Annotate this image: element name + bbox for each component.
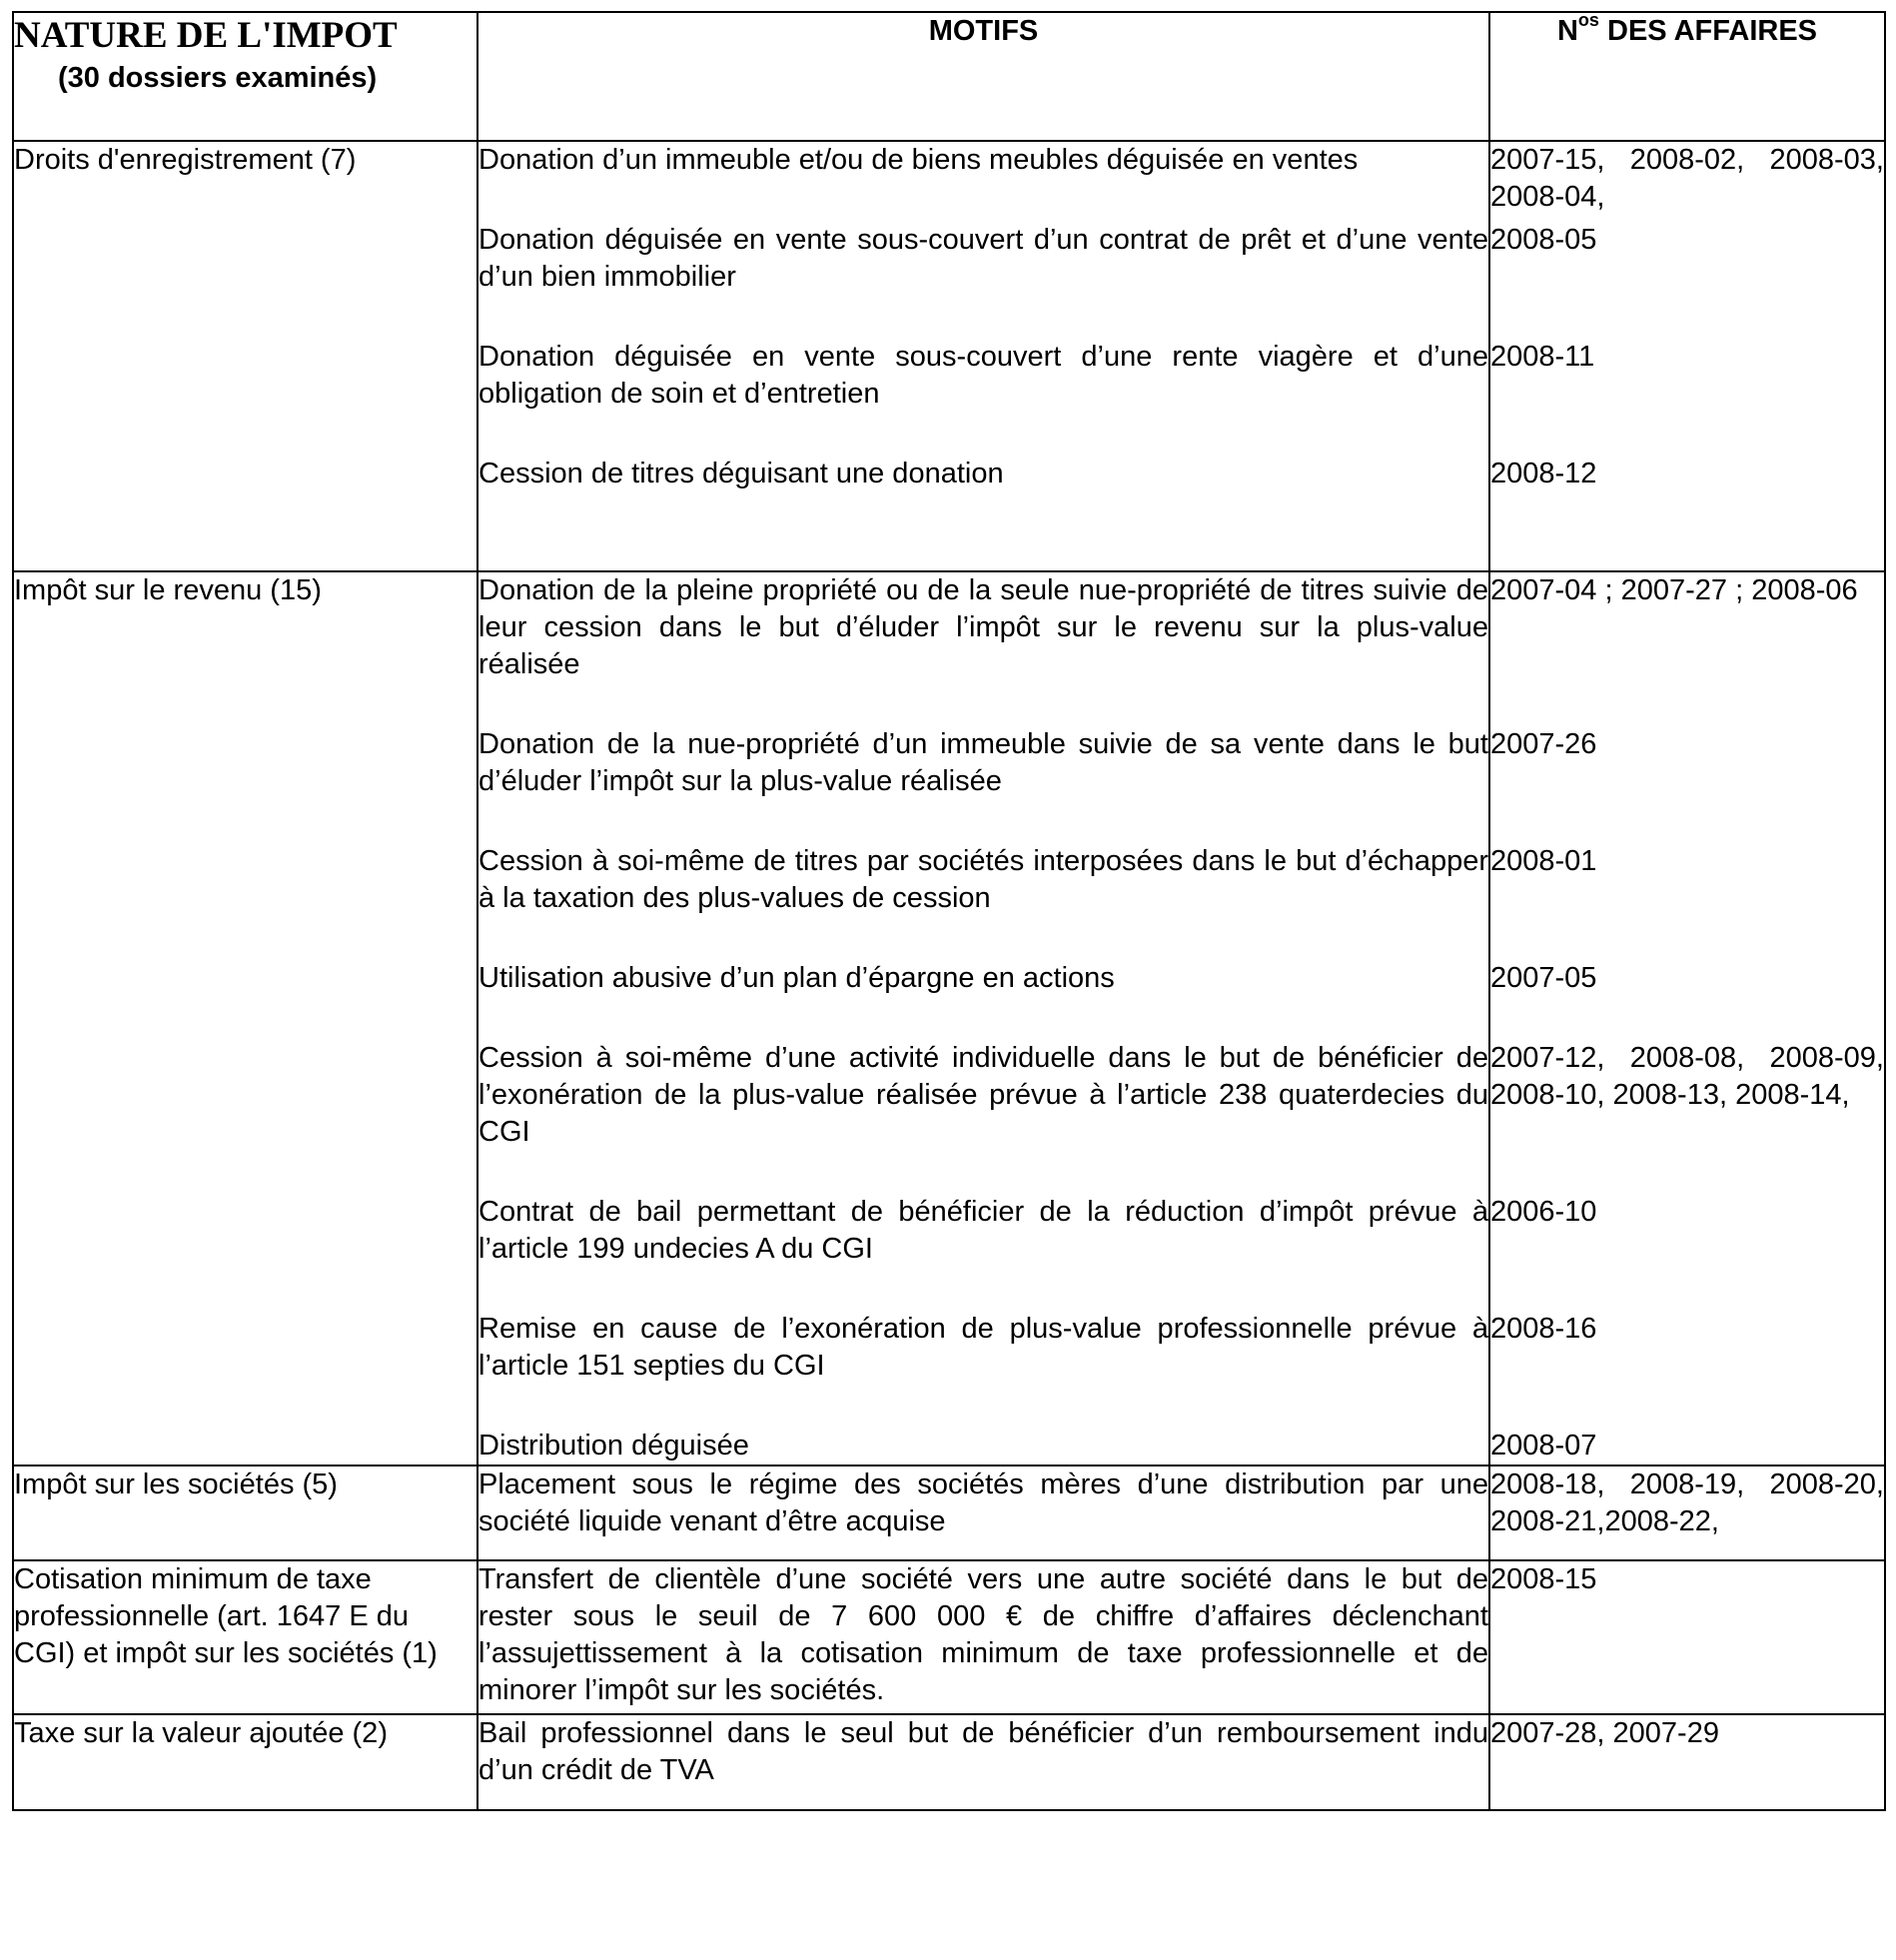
case-numbers: 2007-04 ; 2007-27 ; 2008-06 xyxy=(1490,574,1858,606)
header-nos-suffix: DES AFFAIRES xyxy=(1598,15,1818,47)
case-numbers: 2008-15 xyxy=(1490,1563,1597,1595)
category-label: Impôt sur les sociétés (5) xyxy=(14,1469,338,1500)
motif-text: Bail professionnel dans le seul but de bénéficier d’un remboursement indu d’un crédit de TVA xyxy=(478,1717,1488,1786)
motif-text: Donation d’un immeuble et/ou de biens meubles déguisée en ventes xyxy=(478,144,1359,176)
category-label: Cotisation minimum de taxe professionnelle (art. 1647 E du CGI) et impôt sur les sociétés (1) xyxy=(14,1563,438,1669)
case-numbers: 2007-28, 2007-29 xyxy=(1490,1717,1719,1749)
table-row xyxy=(13,141,1885,571)
numbers-cell xyxy=(1489,1560,1885,1714)
motifs-cell xyxy=(477,1714,1489,1810)
case-numbers: 2008-16 xyxy=(1490,1313,1597,1345)
category-cell xyxy=(13,1466,477,1560)
case-numbers: 2008-01 xyxy=(1490,845,1597,877)
motifs-cell xyxy=(477,141,1489,571)
case-numbers: 2008-18, 2008-19, 2008-20, 2008-21,2008-22, xyxy=(1490,1469,1884,1537)
motif-text: Donation de la nue-propriété d’un immeuble suivie de sa vente dans le but d’éluder l’impôt sur la plus-value réalisée xyxy=(478,728,1488,797)
case-numbers: 2007-26 xyxy=(1490,728,1597,760)
category-label: Taxe sur la valeur ajoutée (2) xyxy=(14,1717,388,1749)
header-nos-prefix: N xyxy=(1556,15,1578,47)
motif-text: Contrat de bail permettant de bénéficier de la réduction d’impôt prévue à l’article 199 undecies A du CGI xyxy=(478,1196,1488,1265)
header-motifs: MOTIFS xyxy=(477,12,1489,141)
case-numbers: 2008-11 xyxy=(1490,341,1595,373)
table-row xyxy=(13,1560,1885,1714)
table-row xyxy=(13,571,1885,1466)
motif-text: Distribution déguisée xyxy=(478,1430,749,1462)
category-cell xyxy=(13,571,477,1466)
numbers-cell xyxy=(1489,1466,1885,1560)
case-numbers: 2007-12, 2008-08, 2008-09, 2008-10, 2008-13, 2008-14, xyxy=(1490,1042,1884,1111)
affaires-table xyxy=(12,11,1886,1811)
header-numeros xyxy=(1489,12,1885,141)
motif-text: Utilisation abusive d’un plan d’épargne en actions xyxy=(478,962,1115,994)
case-numbers: 2008-07 xyxy=(1490,1430,1597,1462)
numbers-cell xyxy=(1489,141,1885,571)
table-row xyxy=(13,1714,1885,1810)
table-header-row xyxy=(13,12,1885,141)
motif-text: Cession à soi-même d’une activité individuelle dans le but de bénéficier de l’exonération de la plus-value réalisée prévue à l’article 238 quaterdecies du CGI xyxy=(478,1042,1488,1148)
motif-text: Transfert de clientèle d’une société vers une autre société dans le but de rester sous le seuil de 7 600 000 € de chiffre d’affaires déclenchant l’assujettissement à la cotisation minimum de taxe professionnelle et de minorer l’impôt sur les sociétés. xyxy=(478,1563,1488,1706)
motif-text: Remise en cause de l’exonération de plus-value professionnelle prévue à l’article 151 septies du CGI xyxy=(478,1313,1488,1382)
table-body xyxy=(13,141,1885,1810)
header-nature xyxy=(13,12,477,141)
motif-text: Placement sous le régime des sociétés mères d’une distribution par une société liquide venant d’être acquise xyxy=(478,1469,1488,1537)
motifs-cell xyxy=(477,1560,1489,1714)
category-cell xyxy=(13,1714,477,1810)
motif-text: Cession de titres déguisant une donation xyxy=(478,458,1004,490)
numbers-cell xyxy=(1489,571,1885,1466)
header-nature-subtitle: (30 dossiers examinés) xyxy=(58,62,378,94)
numbers-cell xyxy=(1489,1714,1885,1810)
category-label: Impôt sur le revenu (15) xyxy=(14,574,322,606)
category-label: Droits d'enregistrement (7) xyxy=(14,144,357,176)
header-nature-title: NATURE DE L'IMPOT xyxy=(14,15,398,56)
motif-text: Donation déguisée en vente sous-couvert d’un contrat de prêt et d’une vente d’un bien immobilier xyxy=(478,224,1488,293)
motif-text: Cession à soi-même de titres par sociétés interposées dans le but d’échapper à la taxation des plus-values de cession xyxy=(478,845,1488,914)
case-numbers: 2008-12 xyxy=(1490,458,1597,490)
category-cell xyxy=(13,1560,477,1714)
case-numbers: 2006-10 xyxy=(1490,1196,1597,1228)
case-numbers: 2008-05 xyxy=(1490,224,1597,256)
motif-text: Donation déguisée en vente sous-couvert d’une rente viagère et d’une obligation de soin et d’entretien xyxy=(478,341,1488,410)
header-nos-sup: os xyxy=(1577,10,1599,31)
case-numbers: 2007-15, 2008-02, 2008-03, 2008-04, xyxy=(1490,144,1884,213)
case-numbers: 2007-05 xyxy=(1490,962,1597,994)
motifs-cell xyxy=(477,1466,1489,1560)
table-row xyxy=(13,1466,1885,1560)
motif-text: Donation de la pleine propriété ou de la seule nue-propriété de titres suivie de leur cession dans le but d’éluder l’impôt sur le revenu sur la plus-value réalisée xyxy=(478,574,1488,680)
motifs-cell xyxy=(477,571,1489,1466)
category-cell xyxy=(13,141,477,571)
